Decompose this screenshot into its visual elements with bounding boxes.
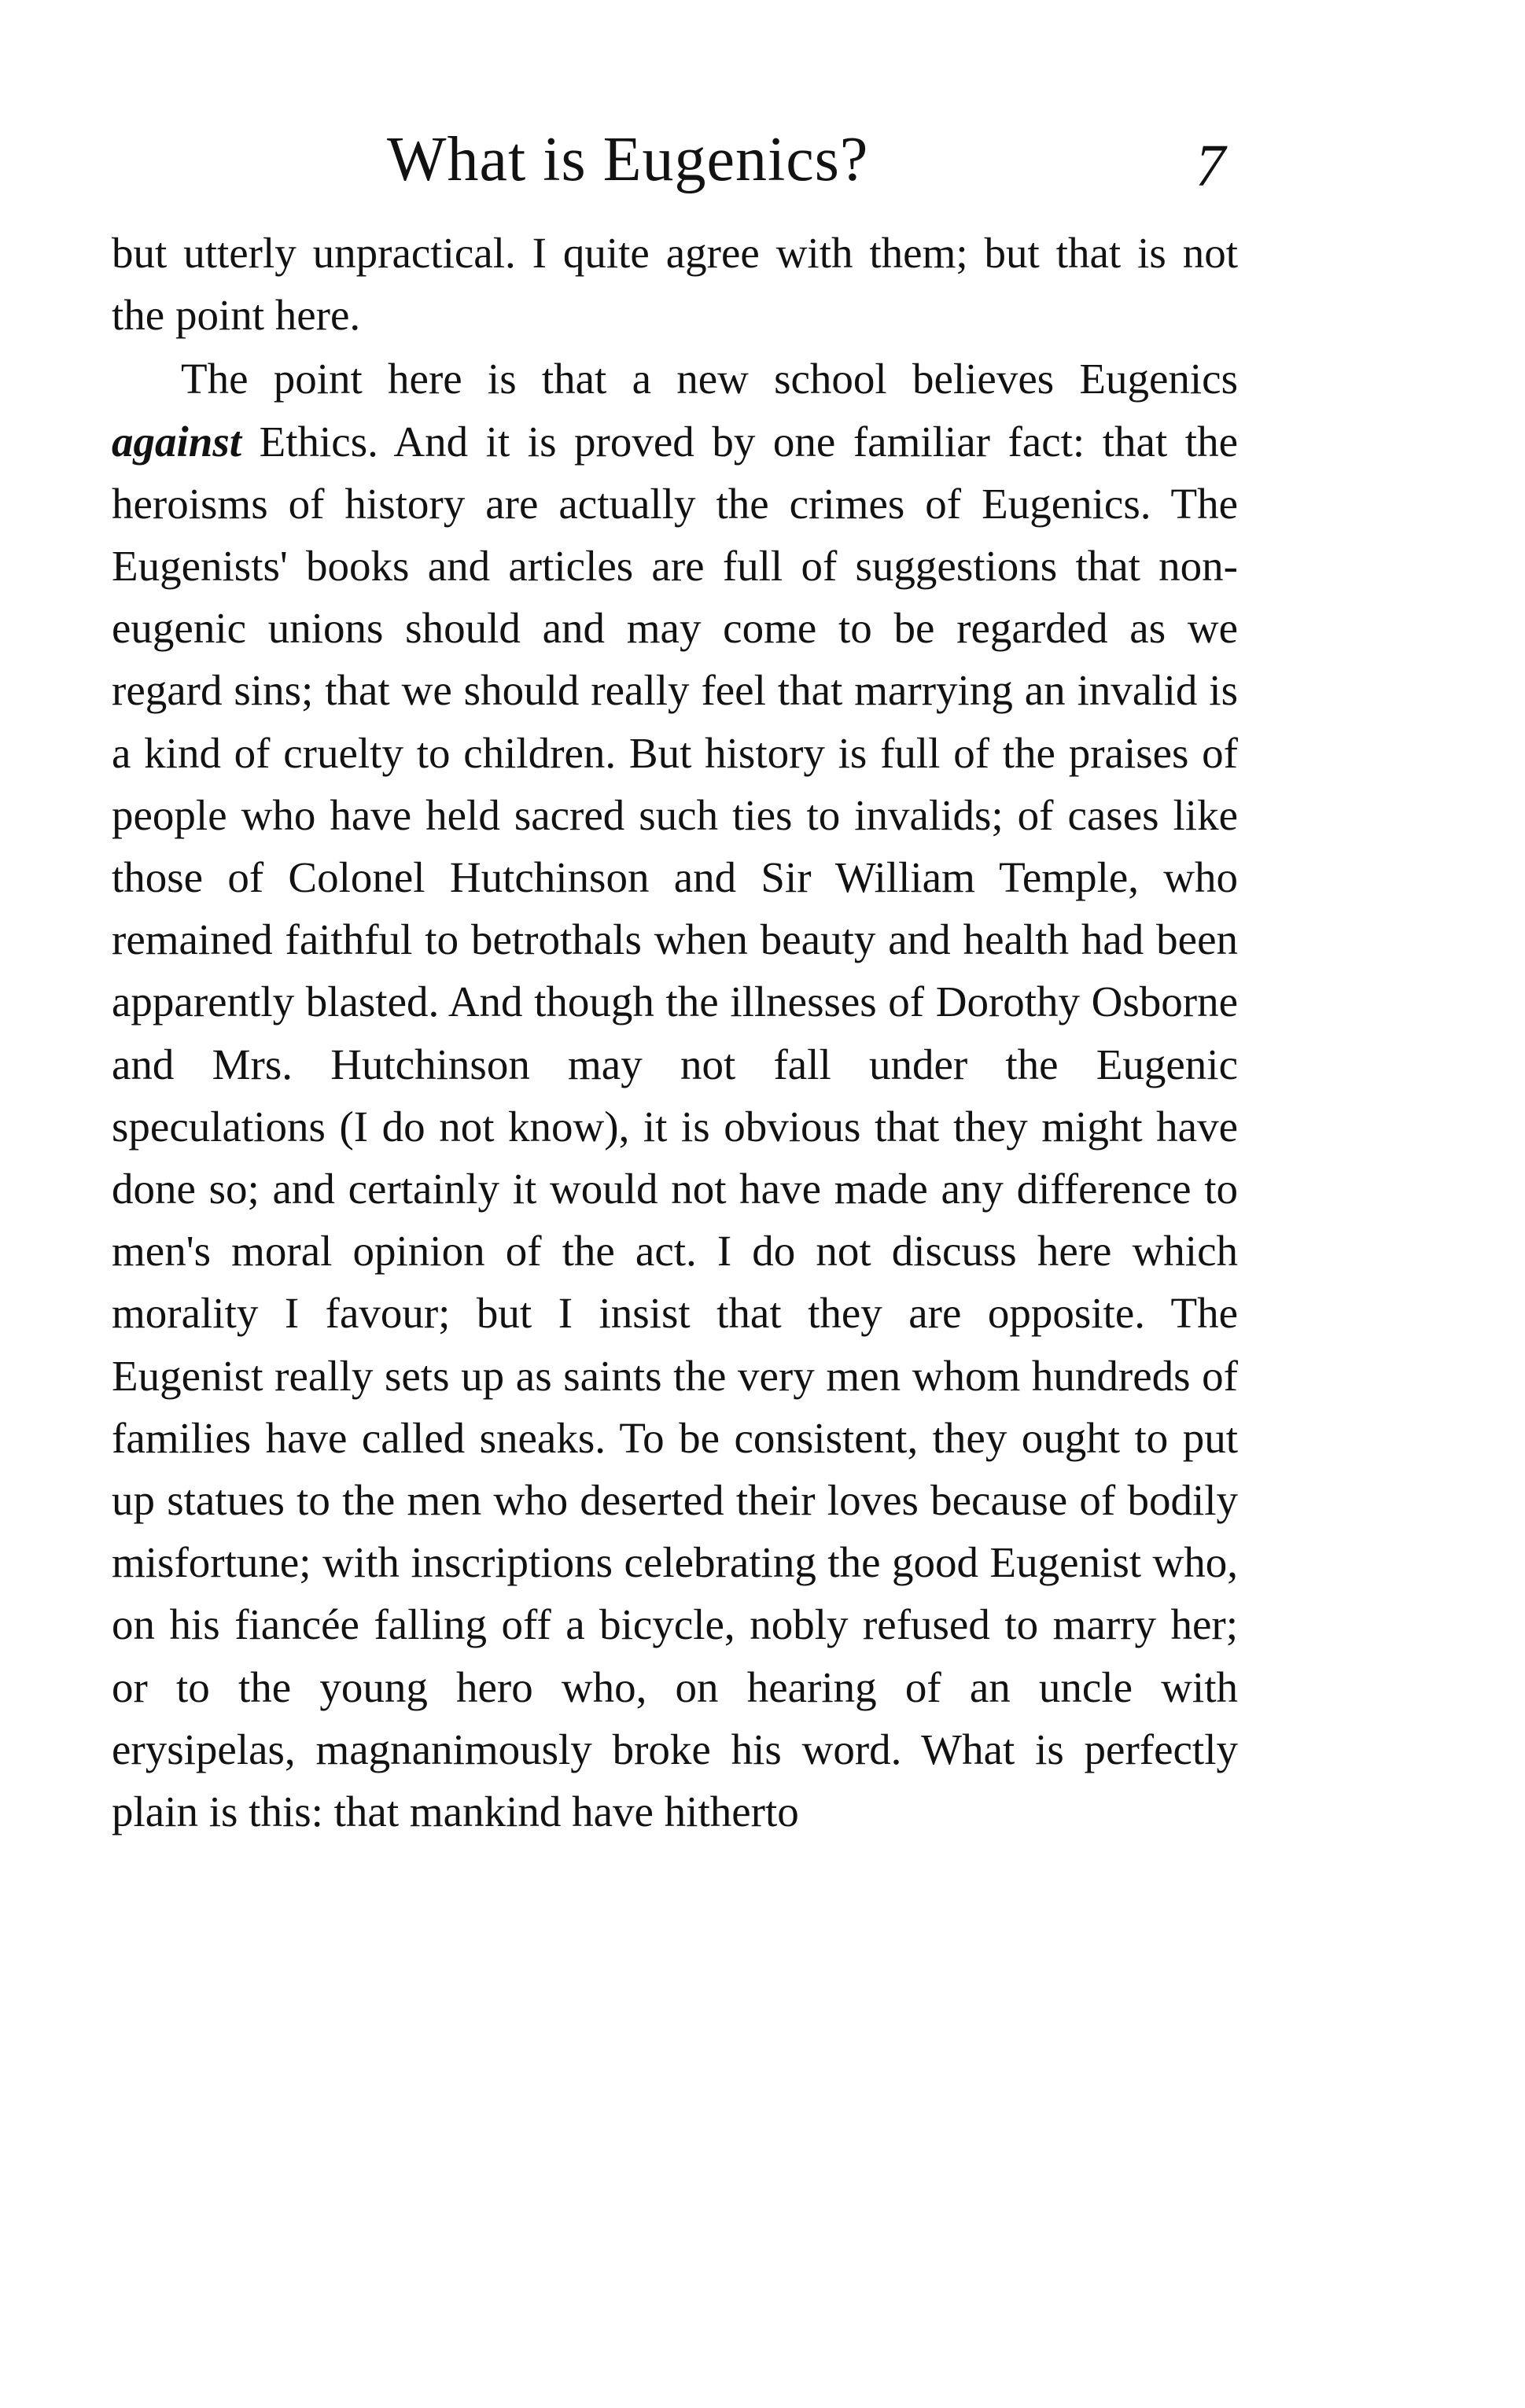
paragraph-2-rest: Ethics. And it is proved by one familiar fact: that the heroisms of history are actually the crimes of Eugenics. The Eugenists' books and articles are full of suggestions that non-eugenic unions should and may come to be regarded as we regard sins; that we should really feel that marrying an invalid is a kind of cruelty to children. But history is full of the praises of people who have held sacred such ties to invalids; of cases like those of Colonel Hutchinson and Sir William Temple, who remained faithful to betrothals when beauty and health had been apparently blasted. And though the illnesses of Dorothy Osborne and Mrs. Hutchinson may not fall under the Eugenic speculations (I do not know), it is obvious that they might have done so; and certainly it would not have made any difference to men's moral opinion of the act. I do not discuss here which morality I favour; but I insist that they are opposite. The Eugenist really sets up as saints the very men whom hundreds of families have called sneaks. To be consistent, they ought to put up statues to the men who deserted their loves because of bodily misfortune; with inscriptions celebrating the good Eugenist who, on his fiancée falling off a bicycle, nobly refused to marry her; or to the young hero who, on hearing of an uncle with erysipelas, magnanimously broke his word. What is perfectly plain is this: that mankind have hitherto	[112, 417, 1238, 1836]
emphasis-against: against	[112, 417, 242, 466]
paragraph-2-start: The point here is that a new school believes Eugenics	[181, 355, 1238, 403]
paragraph-2	[112, 348, 1238, 1843]
running-header	[0, 116, 1525, 203]
page-number: 7	[1195, 133, 1225, 199]
paragraph-1: but utterly unpractical. I quite agree with them; but that is not the point here.	[112, 229, 1238, 340]
body-text	[112, 222, 1238, 1843]
running-title: What is Eugenics?	[387, 125, 869, 194]
